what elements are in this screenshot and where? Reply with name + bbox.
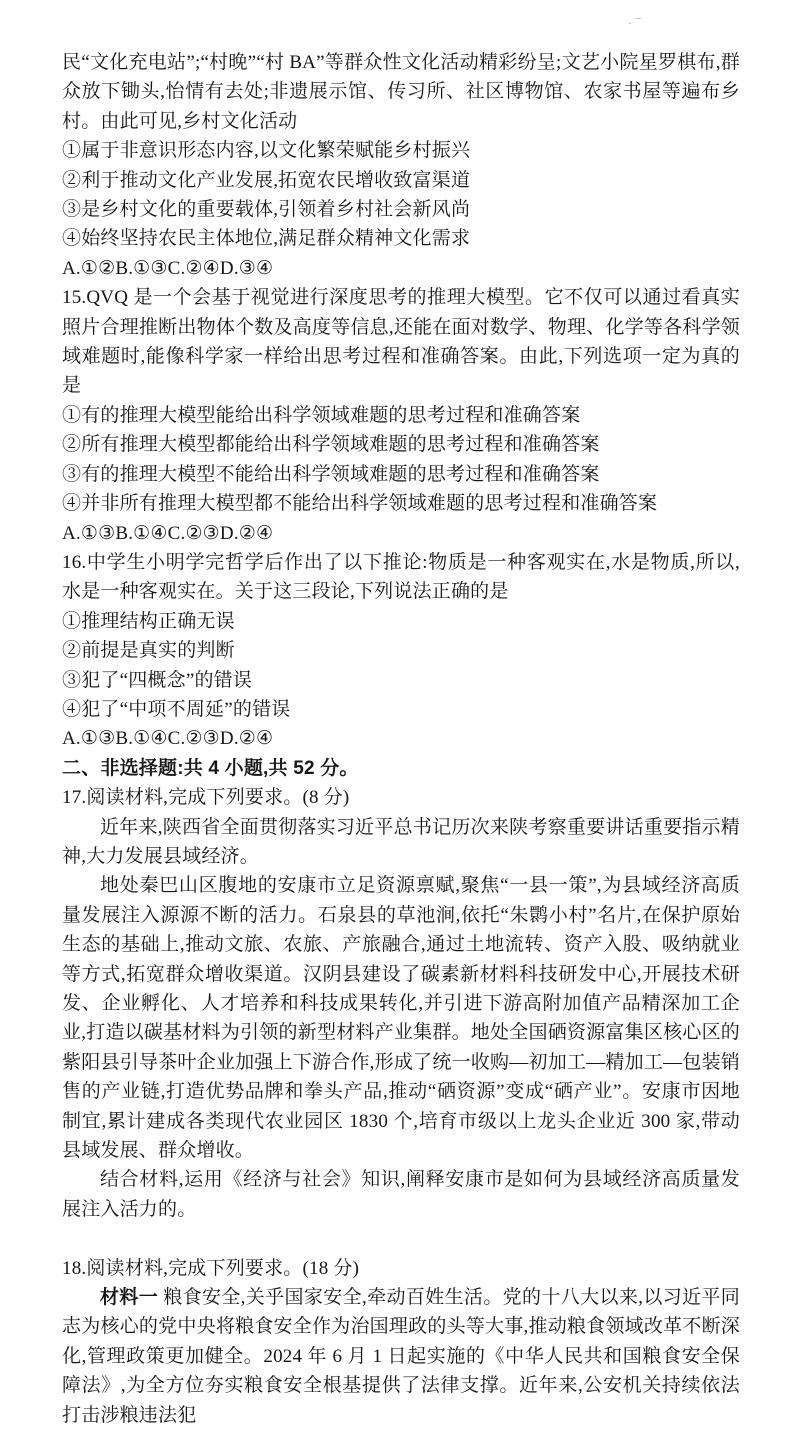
q15-stem: 15.QVQ 是一个会基于视觉进行深度思考的推理大模型。它不仅可以通过看真实照片合理推断出物体个数及高度等信息,还能在面对数学、物理、化学等各科学领域难题时,能像科学家一样给出思考过程和准确答案。由此,下列选项一定为真的是: [62, 287, 740, 397]
q16-answer-choices: A.①③B.①④C.②③D.②④: [62, 728, 274, 750]
q14-option-3: ③是乡村文化的重要载体,引领着乡村社会新风尚: [62, 199, 471, 221]
q15-option-4: ④并非所有推理大模型都不能给出科学领域难题的思考过程和准确答案: [62, 493, 658, 515]
section-2-heading: 二、非选择题:共 4 小题,共 52 分。: [62, 757, 359, 779]
q15-option-1: ①有的推理大模型能给出科学领域难题的思考过程和准确答案: [62, 404, 581, 426]
scan-artifact: ·¯: [628, 16, 644, 30]
q18-material-1-label: 材料一: [100, 1287, 159, 1309]
q14-option-1: ①属于非意识形态内容,以文化繁荣赋能乡村振兴: [62, 140, 471, 162]
q17-instruction: 17.阅读材料,完成下列要求。(8 分): [62, 787, 350, 809]
q15-option-3: ③有的推理大模型不能给出科学领域难题的思考过程和准确答案: [62, 463, 600, 485]
document-body: [62, 48, 740, 1430]
q16-option-2: ②前提是真实的判断: [62, 640, 235, 662]
q16-option-4: ④犯了“中项不周延”的错误: [62, 698, 291, 720]
q17-task: 结合材料,运用《经济与社会》知识,阐释安康市是如何为县域经济高质量发展注入活力的。: [62, 1169, 740, 1220]
q14-option-4: ④始终坚持农民主体地位,满足群众精神文化需求: [62, 228, 471, 250]
q14-stem-continuation: 民“文化充电站”;“村晚”“村 BA”等群众性文化活动精彩纷呈;文艺小院星罗棋布,群众放下锄头,怡情有去处;非遗展示馆、传习所、社区博物馆、农家书屋等遍布乡村。由此可见,乡村文化活动: [62, 52, 740, 132]
q17-paragraph-2: 地处秦巴山区腹地的安康市立足资源禀赋,聚焦“一县一策”,为县域经济高质量发展注入源源不断的活力。石泉县的草池涧,依托“朱鹮小村”名片,在保护原始生态的基础上,推动文旅、农旅、产旅融合,通过土地流转、资产入股、吸纳就业等方式,拓宽群众增收渠道。汉阴县建设了碳素新材料科技研发中心,开展技术研发、企业孵化、人才培养和科技成果转化,并引进下游高附加值产品精深加工企业,打造以碳基材料为引领的新型材料产业集群。地处全国硒资源富集区核心区的紫阳县引导茶叶企业加强上下游合作,形成了统一收购—初加工—精加工—包装销售的产业链,打造优势品牌和拳头产品,推动“硒资源”变成“硒产业”。安康市因地制宜,累计建成各类现代农业园区 1830 个,培育市级以上龙头企业近 300 家,带动县域发展、群众增收。: [62, 875, 740, 1162]
q16-option-1: ①推理结构正确无误: [62, 610, 235, 632]
q18-material-1: 材料一 粮食安全,关乎国家安全,牵动百姓生活。党的十八大以来,以习近平同志为核心的党中央将粮食安全作为治国理政的头等大事,推动粮食领域改革不断深化,管理政策更加健全。2024 年 6 月 1 日起实施的《中华人民共和国粮食安全保障法》,为全方位夯实粮食安全根基提供了法律支撑。近年来,公安机关持续依法打击涉粮违法犯: [62, 1287, 740, 1426]
q14-option-2: ②利于推动文化产业发展,拓宽农民增收致富渠道: [62, 169, 471, 191]
q15-option-2: ②所有推理大模型都能给出科学领域难题的思考过程和准确答案: [62, 434, 600, 456]
q16-stem: 16.中学生小明学完哲学后作出了以下推论:物质是一种客观实在,水是物质,所以,水是一种客观实在。关于这三段论,下列说法正确的是: [62, 551, 740, 603]
q15-answer-choices: A.①③B.①④C.②③D.②④: [62, 522, 274, 544]
blank-line: [62, 1224, 740, 1253]
q16-option-3: ③犯了“四概念”的错误: [62, 669, 253, 691]
q17-paragraph-1: 近年来,陕西省全面贯彻落实习近平总书记历次来陕考察重要讲话重要指示精神,大力发展县域经济。: [62, 816, 740, 867]
q14-answer-choices: A.①②B.①③C.②④D.③④: [62, 257, 274, 279]
q18-instruction: 18.阅读材料,完成下列要求。(18 分): [62, 1257, 360, 1279]
